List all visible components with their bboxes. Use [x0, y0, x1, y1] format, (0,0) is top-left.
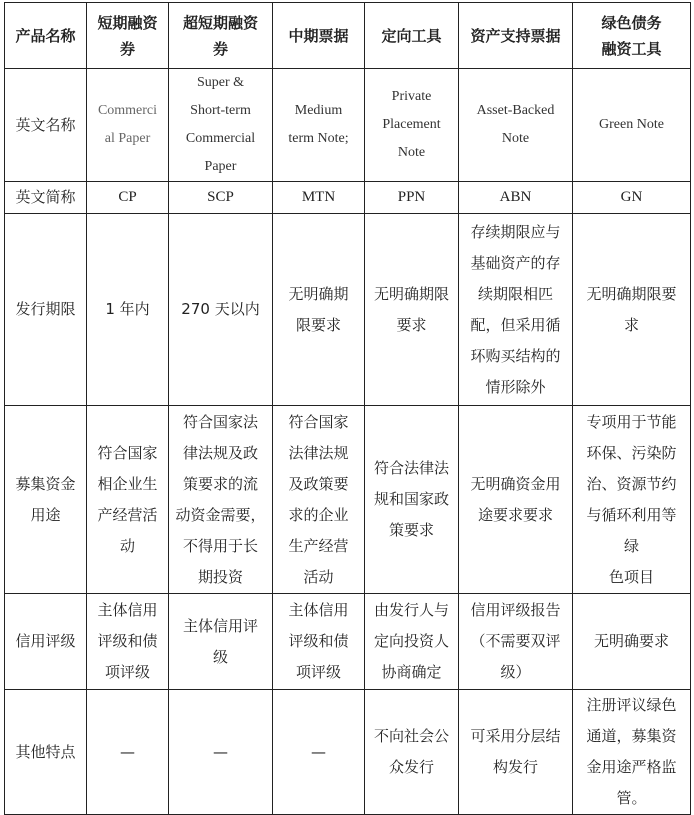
rating-abn: 信用评级报告 （不需要双评 级） — [459, 594, 573, 690]
other-gn: 注册评议绿色 通道，募集资 金用途严格监 管。 — [573, 690, 691, 815]
term-cp: 1 年内 — [87, 214, 169, 406]
other-cp: — — [87, 690, 169, 815]
english-name-cp: Commerci al Paper — [87, 69, 169, 182]
header-cp: 短期融资 券 — [87, 3, 169, 69]
english-name-ppn: Private Placement Note — [365, 69, 459, 182]
term-ppn: 无明确期限 要求 — [365, 214, 459, 406]
row-label: 英文名称 — [5, 69, 87, 182]
abbr-cp: CP — [87, 182, 169, 214]
english-name-mtn: Medium term Note; — [273, 69, 365, 182]
row-label: 英文简称 — [5, 182, 87, 214]
row-term — [5, 214, 691, 406]
use-ppn: 符合法律法 规和国家政 策要求 — [365, 406, 459, 594]
abbr-scp: SCP — [169, 182, 273, 214]
abbr-ppn: PPN — [365, 182, 459, 214]
rating-ppn: 由发行人与 定向投资人 协商确定 — [365, 594, 459, 690]
header-abn: 资产支持票据 — [459, 3, 573, 69]
row-label: 募集资金 用途 — [5, 406, 87, 594]
row-credit-rating — [5, 594, 691, 690]
row-label: 信用评级 — [5, 594, 87, 690]
term-abn: 存续期限应与 基础资产的存 续期限相匹 配，但采用循 环购买结构的 情形除外 — [459, 214, 573, 406]
english-name-scp: Super & Short-term Commercial Paper — [169, 69, 273, 182]
use-abn: 无明确资金用 途要求要求 — [459, 406, 573, 594]
header-ppn: 定向工具 — [365, 3, 459, 69]
row-abbreviation — [5, 182, 691, 214]
header-scp: 超短期融资 券 — [169, 3, 273, 69]
bond-products-table — [4, 2, 691, 815]
row-label: 其他特点 — [5, 690, 87, 815]
use-scp: 符合国家法 律法规及政 策要求的流 动资金需要， 不得用于长 期投资 — [169, 406, 273, 594]
row-label: 发行期限 — [5, 214, 87, 406]
english-name-gn: Green Note — [573, 69, 691, 182]
english-name-abn: Asset-Backed Note — [459, 69, 573, 182]
term-mtn: 无明确期 限要求 — [273, 214, 365, 406]
abbr-mtn: MTN — [273, 182, 365, 214]
rating-cp: 主体信用 评级和债 项评级 — [87, 594, 169, 690]
header-mtn: 中期票据 — [273, 3, 365, 69]
rating-gn: 无明确要求 — [573, 594, 691, 690]
use-cp: 符合国家 相企业生 产经营活 动 — [87, 406, 169, 594]
row-english-name — [5, 69, 691, 182]
rating-scp: 主体信用评 级 — [169, 594, 273, 690]
other-ppn: 不向社会公 众发行 — [365, 690, 459, 815]
abbr-gn: GN — [573, 182, 691, 214]
use-gn: 专项用于节能 环保、污染防 治、资源节约 与循环利用等 绿 色项目 — [573, 406, 691, 594]
header-gn: 绿色债务 融资工具 — [573, 3, 691, 69]
rating-mtn: 主体信用 评级和债 项评级 — [273, 594, 365, 690]
other-mtn: — — [273, 690, 365, 815]
header-row — [5, 3, 691, 69]
other-scp: — — [169, 690, 273, 815]
term-scp: 270 天以内 — [169, 214, 273, 406]
row-use-of-funds — [5, 406, 691, 594]
row-other — [5, 690, 691, 815]
other-abn: 可采用分层结 构发行 — [459, 690, 573, 815]
abbr-abn: ABN — [459, 182, 573, 214]
use-mtn: 符合国家 法律法规 及政策要 求的企业 生产经营 活动 — [273, 406, 365, 594]
term-gn: 无明确期限要 求 — [573, 214, 691, 406]
header-product-name: 产品名称 — [5, 3, 87, 69]
